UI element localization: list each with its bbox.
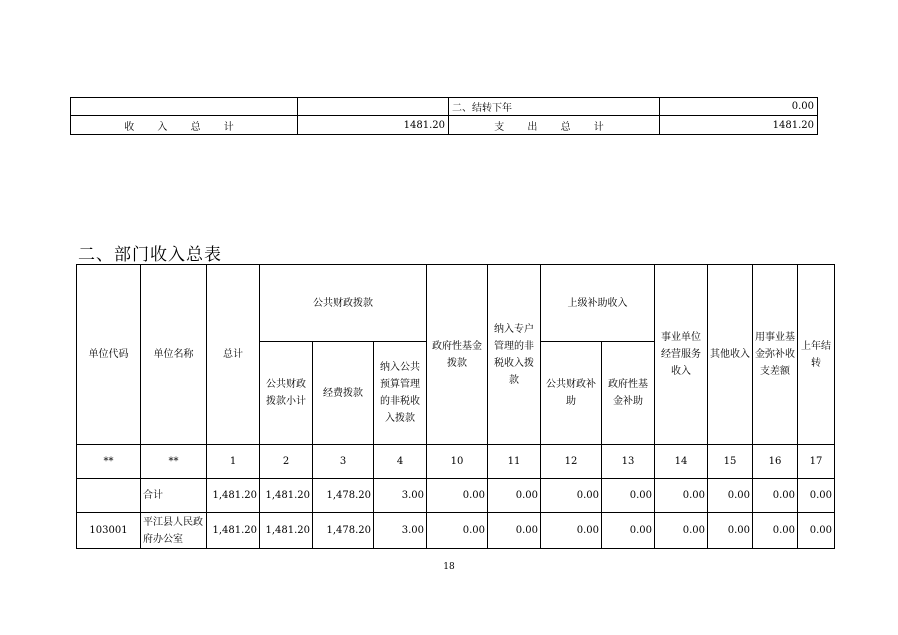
index-cell: 4	[374, 445, 427, 479]
unit-name-cell: 平江县人民政府办公室	[141, 513, 207, 549]
value-cell: 1,481.20	[260, 479, 313, 513]
header-special-non-tax: 纳入专户管理的非税收入拨款	[488, 265, 541, 445]
index-cell: 17	[798, 445, 835, 479]
summary-blank-cell	[298, 98, 449, 116]
summary-blank-cell	[71, 98, 298, 116]
header-government-fund-subsidy: 政府性基金补助	[602, 342, 655, 445]
unit-code-cell: 103001	[77, 513, 141, 549]
carryover-label: 二、结转下年	[449, 98, 660, 116]
value-cell: 1,481.20	[207, 513, 260, 549]
page-number: 18	[443, 562, 455, 572]
value-cell: 1,481.20	[207, 479, 260, 513]
carryover-value: 0.00	[660, 98, 818, 116]
value-cell: 0.00	[541, 479, 602, 513]
index-cell: 10	[427, 445, 488, 479]
department-income-table	[76, 264, 835, 549]
value-cell: 0.00	[427, 479, 488, 513]
value-cell: 0.00	[708, 479, 753, 513]
value-cell: 3.00	[374, 479, 427, 513]
index-cell: 14	[655, 445, 708, 479]
index-cell: **	[141, 445, 207, 479]
table-row-unit	[77, 513, 835, 549]
section-title: 二、部门收入总表	[78, 245, 222, 265]
summary-table	[70, 97, 818, 135]
value-cell: 0.00	[708, 513, 753, 549]
value-cell: 0.00	[655, 479, 708, 513]
index-cell: 11	[488, 445, 541, 479]
header-business-service-income: 事业单位经营服务收入	[655, 265, 708, 445]
header-unit-code: 单位代码	[77, 265, 141, 445]
value-cell: 0.00	[798, 513, 835, 549]
index-cell: 12	[541, 445, 602, 479]
index-cell: 16	[753, 445, 798, 479]
header-superior-subsidy-group: 上级补助收入	[541, 265, 655, 342]
unit-name-cell: 合计	[141, 479, 207, 513]
table-row-total	[77, 479, 835, 513]
value-cell: 0.00	[798, 479, 835, 513]
income-total-value: 1481.20	[298, 116, 449, 135]
index-cell: 1	[207, 445, 260, 479]
value-cell: 0.00	[602, 513, 655, 549]
value-cell: 0.00	[427, 513, 488, 549]
value-cell: 1,478.20	[313, 479, 374, 513]
header-row-1	[77, 265, 835, 342]
value-cell: 0.00	[753, 513, 798, 549]
expense-total-label: 支 出 总 计	[449, 116, 660, 135]
index-cell: 3	[313, 445, 374, 479]
unit-code-cell	[77, 479, 141, 513]
index-row	[77, 445, 835, 479]
header-public-finance-subtotal: 公共财政拨款小计	[260, 342, 313, 445]
header-operating-funds: 经费拨款	[313, 342, 374, 445]
value-cell: 1,481.20	[260, 513, 313, 549]
header-business-fund-offset: 用事业基金弥补收支差额	[753, 265, 798, 445]
index-cell: 13	[602, 445, 655, 479]
value-cell: 0.00	[753, 479, 798, 513]
header-total: 总计	[207, 265, 260, 445]
header-prior-year-carryover: 上年结转	[798, 265, 835, 445]
header-public-finance-subsidy: 公共财政补助	[541, 342, 602, 445]
summary-row-totals	[71, 116, 818, 135]
header-government-fund: 政府性基金拨款	[427, 265, 488, 445]
value-cell: 0.00	[602, 479, 655, 513]
value-cell: 0.00	[655, 513, 708, 549]
value-cell: 3.00	[374, 513, 427, 549]
value-cell: 0.00	[541, 513, 602, 549]
header-non-tax-budget: 纳入公共预算管理的非税收入拨款	[374, 342, 427, 445]
value-cell: 1,478.20	[313, 513, 374, 549]
income-total-label: 收 入 总 计	[71, 116, 298, 135]
index-cell: 15	[708, 445, 753, 479]
header-other-income: 其他收入	[708, 265, 753, 445]
expense-total-value: 1481.20	[660, 116, 818, 135]
header-public-finance-group: 公共财政拨款	[260, 265, 427, 342]
header-unit-name: 单位名称	[141, 265, 207, 445]
index-cell: **	[77, 445, 141, 479]
value-cell: 0.00	[488, 479, 541, 513]
summary-row-carryover	[71, 98, 818, 116]
value-cell: 0.00	[488, 513, 541, 549]
index-cell: 2	[260, 445, 313, 479]
